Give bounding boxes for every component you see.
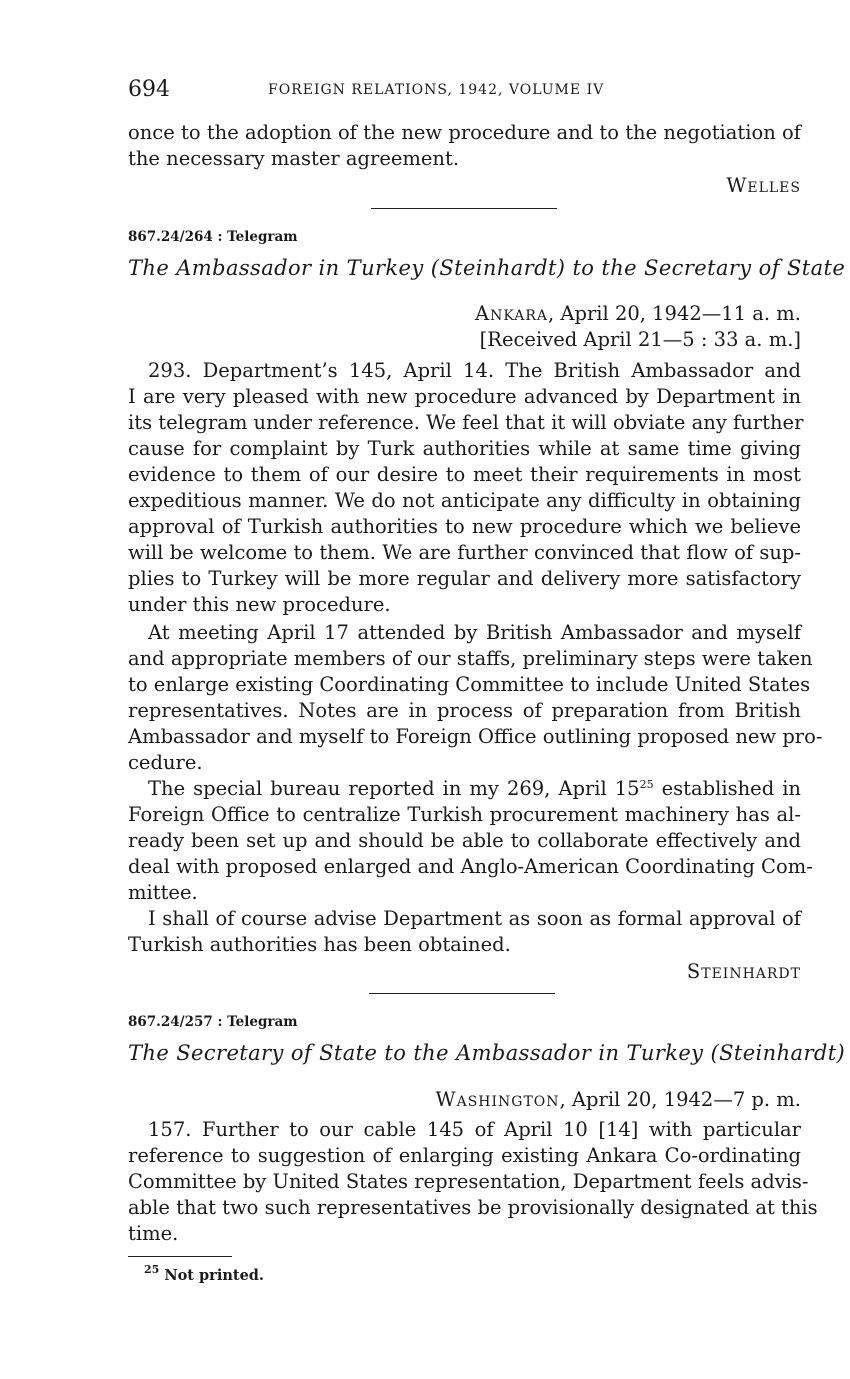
page-header [128, 77, 801, 103]
dateline [475, 301, 801, 327]
telegram-paragraph-1: 157. Further to our cable 145 of April 10 [14] with particular reference to suggestion of enlarging existing Ankara Co-ordinating Committee by United States representation, Department feels advis- able that two such representatives be provisionally designated at this time. [128, 1118, 818, 1245]
dateline-date: , April 20, 1942—7 p. m. [559, 1088, 801, 1111]
telegram-paragraph-2: At meeting April 17 attended by British Ambassador and myself and appropriate members of our staffs, preliminary steps were taken to enlarge existing Coordinating Committee to include United States representatives. Notes are in process of preparation from British Ambassador and myself to Foreign Office outlining proposed new pro- cedure. [128, 621, 823, 774]
section-divider [369, 993, 555, 994]
telegram-paragraph-4: I shall of course advise Department as soon as formal approval of Turkish authorities has been obtained. [128, 907, 801, 956]
dateline-place: Ankara [474, 302, 548, 325]
signature-welles: Welles [726, 174, 801, 197]
intro-paragraph: once to the adoption of the new procedure and to the negotiation of the necessary master agreement. [128, 121, 801, 170]
section-divider [371, 208, 557, 209]
running-head: FOREIGN RELATIONS, 1942, VOLUME IV [268, 82, 605, 98]
footnote-text: Not printed. [164, 1267, 264, 1284]
footnote-rule [128, 1256, 232, 1257]
footnote-mark: 25 [144, 1263, 160, 1276]
page-number: 694 [128, 77, 170, 102]
received-line: [Received April 21—5 : 33 a. m.] [479, 328, 801, 351]
dateline-place: Washington [435, 1088, 560, 1111]
document-title: The Ambassador in Turkey (Steinhardt) to the Secretary of State [128, 256, 846, 280]
telegram-paragraph-1: 293. Department’s 145, April 14. The British Ambassador and I are very pleased with new procedure advanced by Department in its telegram under reference. We feel that it will obviate any further cause for complaint by Turk authorities while at same time giving evidence to them of our desire to meet their requirements in most expeditious manner. We do not anticipate any difficulty in obtaining approval of Turkish authorities to new procedure which we believe will be welcome to them. We are further convinced that flow of sup- plies to Turkey will be more regular and delivery more satisfactory under this new procedure. [128, 359, 804, 616]
file-reference: 867.24/264 : Telegram [128, 229, 298, 245]
signature-steinhardt: Steinhardt [686, 960, 801, 983]
file-reference: 867.24/257 : Telegram [128, 1014, 298, 1030]
document-title: The Secretary of State to the Ambassador in Turkey (Steinhardt) [128, 1041, 846, 1065]
footnote-reference: 25 [639, 778, 654, 791]
dateline [436, 1087, 801, 1113]
footnote [144, 1263, 264, 1284]
dateline-date: , April 20, 1942—11 a. m. [547, 302, 801, 325]
telegram-paragraph-3: The special bureau reported in my 269, April $15^{25}$ established in Foreign Office to centralize Turkish procurement machinery has al- ready been set up and should be able to collaborate effectively and deal with proposed enlarged and Anglo-American Coordinating Com- mittee. [128, 777, 813, 904]
